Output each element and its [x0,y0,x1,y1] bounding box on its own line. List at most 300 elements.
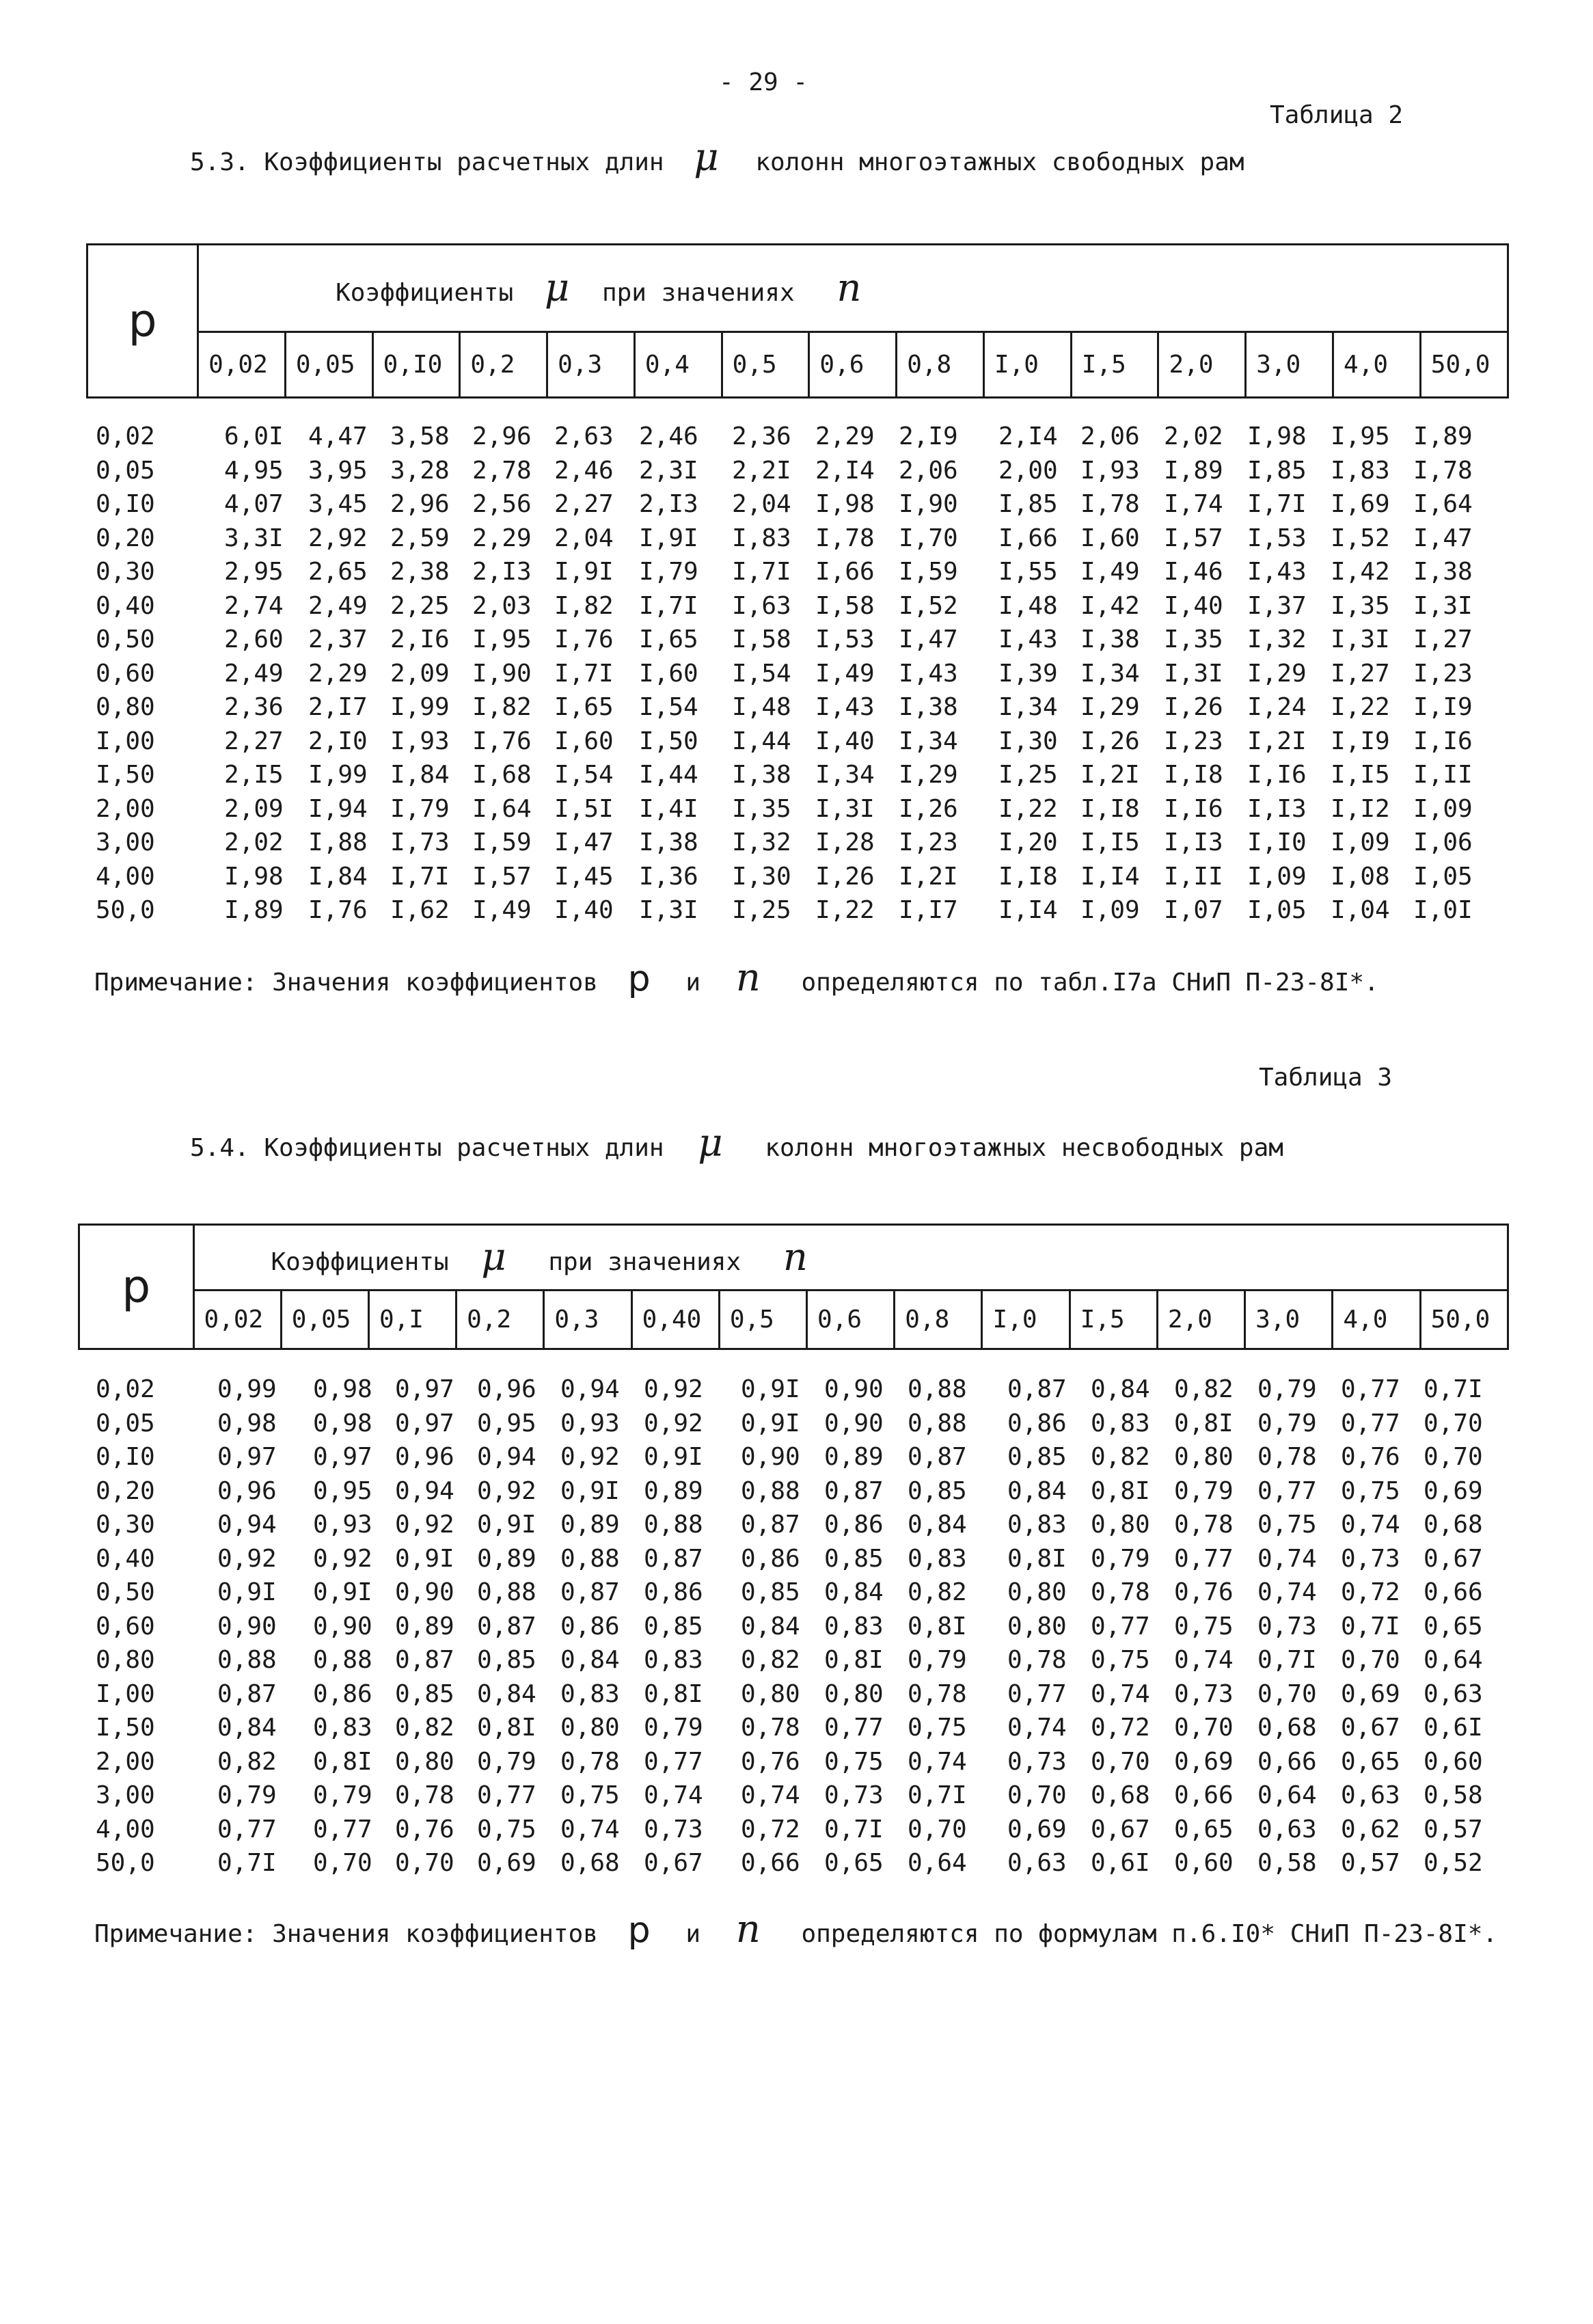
table-cell: 0,85 [824,1544,884,1573]
table-cell: 0,97 [313,1443,372,1472]
table-cell: I,58 [732,625,791,654]
table-cell: I,7I [390,862,450,891]
table-cell: 0,66 [1174,1781,1234,1810]
table-cell: 0,69 [1174,1747,1234,1776]
table-cell: 0,58 [1257,1849,1317,1878]
table-cell: I,83 [1331,456,1390,485]
table-cell: 0,7I [1341,1612,1400,1640]
table-cell: I,62 [390,896,450,925]
table-cell: 0,70 [1257,1679,1317,1708]
table-row [96,1576,1509,1610]
table-cell: I,32 [732,828,791,857]
table-row [96,1846,1509,1880]
table-cell: 0,92 [560,1443,620,1472]
table-cell: I,44 [732,727,791,755]
table-cell: 0,73 [1341,1544,1400,1573]
table-cell: 0,96 [217,1476,277,1505]
table-cell: I,43 [1247,558,1307,586]
title-prefix: 5.3. Коэффициенты расчетных длин [190,148,664,176]
n-value-header: 0,I [368,1291,456,1349]
table-cell: 0,79 [1257,1409,1317,1437]
table-cell: 0,70 [1424,1409,1483,1437]
table-cell: 0,65 [824,1849,884,1878]
table-cell: 0,90 [217,1612,277,1640]
table-cell: 0,68 [1257,1714,1317,1742]
table-cell: 0,70 [1091,1747,1150,1776]
table-cell: 0,70 [395,1849,454,1878]
table-cell: 2,65 [308,558,368,586]
table-cell: 2,46 [554,456,614,485]
table-cell: 0,66 [1424,1578,1483,1607]
table-cell: 0,88 [560,1544,620,1573]
table-cell: 2,25 [390,591,450,620]
table-row [96,522,1509,556]
table-cell: I,37 [1247,591,1307,620]
table-cell: I,34 [1080,659,1140,688]
table-cell: 0,79 [1174,1476,1234,1505]
n-value-header: I,0 [982,1291,1070,1349]
table-cell: 0,80 [1007,1612,1067,1640]
table-cell: I,66 [998,524,1058,552]
table-row [96,860,1509,894]
table-cell: 0,64 [908,1849,967,1878]
table-cell: I,23 [1413,659,1473,688]
table-cell: 0,73 [1174,1679,1234,1708]
table-cell: 0,79 [477,1747,536,1776]
table-cell: 0,6I [1424,1714,1483,1742]
row-p-value: 0,02 [96,422,155,451]
n-value-header: 0,I0 [372,332,460,398]
table-cell: 0,87 [1007,1375,1067,1404]
table-cell: I,43 [998,625,1058,654]
table-cell: 4,07 [224,490,284,519]
table-cell: 3,45 [308,490,368,519]
table-cell: 0,75 [908,1714,967,1742]
table-cell: 0,75 [1174,1612,1234,1640]
n-value-header: 0,5 [722,332,809,398]
row-p-value: 0,I0 [96,490,155,519]
table-cell: I,42 [1080,591,1140,620]
table-cell: 2,56 [472,490,532,519]
table-cell: 0,84 [477,1679,536,1708]
table-cell: 0,83 [1091,1409,1150,1437]
table-cell: I,3I [1413,591,1473,620]
table-cell: 0,85 [395,1679,454,1708]
table-cell: 0,82 [217,1747,277,1776]
table-cell: 0,77 [217,1815,277,1843]
table-cell: I,40 [815,727,875,755]
table-cell: 2,06 [899,456,958,485]
table-cell: I,83 [732,524,791,552]
table-cell: 0,79 [644,1714,703,1742]
table-cell: I,09 [1247,862,1307,891]
table-cell: 0,57 [1341,1849,1400,1878]
n-value-header: 3,0 [1245,1291,1333,1349]
table-row [96,1440,1509,1474]
row-p-value: I,50 [96,1714,155,1742]
table-cell: 0,65 [1424,1612,1483,1640]
table-cell: I,9I [639,524,698,552]
table-cell: 2,06 [1080,422,1140,451]
table-3-header [78,1224,1509,1350]
table-cell: I,5I [554,794,614,823]
note-n: n [735,1907,761,1951]
table-cell: 0,74 [741,1781,800,1810]
table-cell: 2,60 [224,625,284,654]
table-cell: 0,92 [395,1511,454,1539]
table-cell: 0,92 [313,1544,372,1573]
note-prefix: Примечание: Значения коэффициентов [94,969,598,997]
table-cell: 0,95 [313,1476,372,1505]
n-value-header: 0,02 [198,332,286,398]
table-cell: 0,85 [477,1646,536,1675]
table-cell: 0,94 [560,1375,620,1404]
table-cell: 0,9I [217,1578,277,1607]
table-cell: 0,73 [644,1815,703,1843]
table-cell: I,45 [554,862,614,891]
n-caption [198,245,1508,332]
table-cell: 0,8I [824,1646,884,1675]
table-cell: I,38 [1413,558,1473,586]
table-cell: 0,6I [1091,1849,1150,1878]
table-cell: I,90 [899,490,958,519]
table-cell: 2,96 [472,422,532,451]
n-value-header: 2,0 [1158,332,1246,398]
table-cell: 2,95 [224,558,284,586]
table-cell: 0,78 [1257,1443,1317,1472]
table-cell: 0,90 [741,1443,800,1472]
table-cell: 0,7I [824,1815,884,1843]
table-cell: 0,69 [1424,1476,1483,1505]
table-cell: I,59 [472,828,532,857]
table-cell: 0,89 [644,1476,703,1505]
table-cell: I,98 [1247,422,1307,451]
n-value-header: I,5 [1070,1291,1157,1349]
table-cell: 3,28 [390,456,450,485]
table-cell: 0,57 [1424,1815,1483,1843]
table-cell: 0,78 [560,1747,620,1776]
table-row [96,1407,1509,1441]
table-cell: 0,82 [395,1714,454,1742]
table-cell: 0,70 [313,1849,372,1878]
table-row [96,1813,1509,1847]
table-cell: I,05 [1413,862,1473,891]
table-cell: I,49 [815,659,875,688]
table-cell: I,I8 [998,862,1058,891]
table-row [96,657,1509,691]
table-cell: 2,02 [224,828,284,857]
table-cell: 0,74 [1257,1544,1317,1573]
note-suffix: определяются по формулам п.6.I0* СНиП П-23-8I*. [801,1920,1498,1948]
table-2-note [94,956,1379,1000]
table-cell: 0,86 [741,1544,800,1573]
table-cell: 2,02 [1164,422,1223,451]
title-prefix: 5.4. Коэффициенты расчетных длин [190,1134,664,1162]
table-cell: I,69 [1331,490,1390,519]
row-p-value: 0,I0 [96,1443,155,1472]
table-cell: I,I6 [1247,761,1307,789]
table-cell: 0,77 [1257,1476,1317,1505]
table-cell: I,06 [1413,828,1473,857]
table-cell: 0,84 [824,1578,884,1607]
table-cell: 0,90 [395,1578,454,1607]
table-cell: I,99 [390,693,450,722]
table-cell: I,70 [899,524,958,552]
n-value-header: I,5 [1071,332,1158,398]
table-cell: 0,7I [908,1781,967,1810]
table-cell: 0,84 [1091,1375,1150,1404]
table-cell: 0,80 [1174,1443,1234,1472]
table-row [96,826,1509,860]
table-cell: I,64 [1413,490,1473,519]
table-cell: I,58 [815,591,875,620]
table-cell: I,09 [1413,794,1473,823]
table-cell: 0,78 [1091,1578,1150,1607]
table-2-label: Таблица 2 [1270,101,1404,129]
table-cell: 0,9I [741,1375,800,1404]
table-cell: I,29 [1080,693,1140,722]
table-cell: 0,95 [477,1409,536,1437]
table-cell: 0,74 [1341,1511,1400,1539]
table-cell: I,89 [1164,456,1223,485]
table-cell: 0,64 [1257,1781,1317,1810]
table-cell: 0,86 [313,1679,372,1708]
row-p-value: 2,00 [96,794,155,823]
table-cell: I,93 [390,727,450,755]
table-cell: 0,67 [1341,1714,1400,1742]
table-cell: 0,77 [824,1714,884,1742]
table-cell: 4,95 [224,456,284,485]
table-cell: 0,63 [1007,1849,1067,1878]
table-cell: I,2I [1080,761,1140,789]
n-value-header: 0,40 [631,1291,719,1349]
table-cell: I,54 [554,761,614,789]
row-p-value: 3,00 [96,1781,155,1810]
row-p-value: 0,80 [96,1646,155,1675]
table-cell: 0,88 [313,1646,372,1675]
title-suffix: колонн многоэтажных несвободных рам [765,1134,1283,1162]
table-cell: I,95 [1331,422,1390,451]
note-and: и [685,969,700,997]
table-cell: I,I0 [1247,828,1307,857]
table-cell: 0,65 [1174,1815,1234,1843]
table-cell: 0,80 [395,1747,454,1776]
table-cell: I,I4 [998,896,1058,925]
table-cell: I,79 [639,558,698,586]
table-cell: 6,0I [224,422,284,451]
table-cell: 2,04 [554,524,614,552]
table-cell: 0,94 [217,1511,277,1539]
table-cell: I,38 [639,828,698,857]
table-cell: 2,29 [815,422,875,451]
table-cell: 2,I4 [815,456,875,485]
table-cell: 2,I0 [308,727,368,755]
row-p-value: 0,30 [96,1511,155,1539]
table-cell: 0,74 [1007,1714,1067,1742]
table-cell: 0,87 [217,1679,277,1708]
caption-mid: при значениях [601,279,795,307]
table-cell: I,94 [308,794,368,823]
table-cell: 2,I4 [998,422,1058,451]
row-p-value: 0,40 [96,591,155,620]
caption-prefix: Коэффициенты [336,279,514,307]
table-cell: 0,67 [644,1849,703,1878]
table-cell: 0,79 [1091,1544,1150,1573]
table-cell: I,07 [1164,896,1223,925]
table-3-title [190,1121,1283,1165]
table-cell: 0,88 [741,1476,800,1505]
table-cell: 3,58 [390,422,450,451]
table-cell: 0,73 [1257,1612,1317,1640]
table-cell: I,46 [1164,558,1223,586]
table-cell: 0,75 [1257,1511,1317,1539]
table-cell: 2,2I [732,456,791,485]
table-row [96,589,1509,623]
table-cell: I,53 [1247,524,1307,552]
table-cell: I,52 [899,591,958,620]
row-p-value: 2,00 [96,1747,155,1776]
table-cell: I,I5 [1080,828,1140,857]
table-cell: 0,80 [1091,1511,1150,1539]
table-cell: 0,87 [560,1578,620,1607]
table-cell: 0,70 [1424,1443,1483,1472]
n-value-header: 50,0 [1420,1291,1508,1349]
table-cell: I,48 [998,591,1058,620]
table-2-data [96,420,1509,928]
row-p-value: 0,05 [96,1409,155,1437]
table-cell: 0,82 [1091,1443,1150,1472]
table-cell: I,78 [1080,490,1140,519]
table-cell: I,05 [1247,896,1307,925]
table-cell: 0,76 [1341,1443,1400,1472]
table-cell: I,76 [472,727,532,755]
n-value-header: 4,0 [1333,1291,1420,1349]
table-cell: I,30 [998,727,1058,755]
table-row [96,420,1509,454]
table-cell: I,54 [639,693,698,722]
table-cell: 0,8I [644,1679,703,1708]
table-cell: I,I3 [1247,794,1307,823]
table-cell: I,40 [1164,591,1223,620]
table-cell: I,26 [899,794,958,823]
n-value-header: 0,3 [547,332,635,398]
table-cell: 0,85 [644,1612,703,1640]
table-cell: I,I6 [1164,794,1223,823]
table-3-label: Таблица 3 [1259,1064,1393,1092]
table-cell: I,0I [1413,896,1473,925]
n-value-header: I,0 [983,332,1071,398]
table-cell: I,7I [554,659,614,688]
table-cell: 0,8I [1007,1544,1067,1573]
table-cell: 0,92 [644,1375,703,1404]
row-p-value: 0,20 [96,1476,155,1505]
table-cell: 0,77 [1174,1544,1234,1573]
note-p: p [627,1910,651,1951]
table-cell: I,84 [390,761,450,789]
table-cell: 2,46 [639,422,698,451]
table-cell: 0,70 [1007,1781,1067,1810]
table-cell: 0,79 [313,1781,372,1810]
table-cell: 3,95 [308,456,368,485]
table-cell: I,23 [899,828,958,857]
table-cell: I,47 [1413,524,1473,552]
table-cell: 0,84 [908,1511,967,1539]
table-cell: 0,72 [1341,1578,1400,1607]
table-cell: I,09 [1331,828,1390,857]
table-cell: 0,83 [313,1714,372,1742]
table-cell: 0,8I [477,1714,536,1742]
page-number: - 29 - [719,68,808,96]
table-cell: 2,49 [224,659,284,688]
n-value-header: 0,2 [460,332,547,398]
table-cell: I,34 [899,727,958,755]
table-cell: I,85 [1247,456,1307,485]
table-cell: I,30 [732,862,791,891]
n-caption [193,1225,1508,1291]
row-p-value: 50,0 [96,1849,155,1878]
table-cell: I,55 [998,558,1058,586]
table-cell: 0,68 [1091,1781,1150,1810]
table-cell: 0,78 [395,1781,454,1810]
table-cell: I,65 [554,693,614,722]
p-column-header: p [79,1225,194,1349]
table-cell: I,43 [815,693,875,722]
table-cell: 2,09 [390,659,450,688]
table-row [96,1677,1509,1712]
table-cell: 0,98 [217,1409,277,1437]
n-value-header: 50,0 [1420,332,1508,398]
table-cell: 2,37 [308,625,368,654]
table-cell: I,76 [554,625,614,654]
table-cell: I,64 [472,794,532,823]
title-suffix: колонн многоэтажных свободных рам [755,148,1244,176]
table-cell: I,I5 [1331,761,1390,789]
table-cell: 2,36 [224,693,284,722]
table-cell: I,74 [1164,490,1223,519]
table-cell: I,93 [1080,456,1140,485]
n-value-header: 0,05 [285,332,372,398]
table-cell: 0,97 [217,1443,277,1472]
row-p-value: I,00 [96,1679,155,1708]
row-p-value: 0,30 [96,558,155,586]
table-cell: 0,7I [217,1849,277,1878]
table-cell: 0,70 [1174,1714,1234,1742]
n-value-header: 0,02 [193,1291,281,1349]
table-cell: I,24 [1247,693,1307,722]
table-cell: I,53 [815,625,875,654]
table-cell: 0,86 [644,1578,703,1607]
table-cell: I,7I [1247,490,1307,519]
table-cell: I,79 [390,794,450,823]
table-cell: 0,96 [477,1375,536,1404]
table-cell: 0,87 [477,1612,536,1640]
table-cell: 0,87 [741,1511,800,1539]
n-symbol: n [782,1235,808,1280]
table-cell: I,85 [998,490,1058,519]
table-cell: 0,68 [1424,1511,1483,1539]
table-cell: I,57 [472,862,532,891]
table-cell: I,II [1413,761,1473,789]
table-row [96,758,1509,792]
table-cell: 2,I3 [472,558,532,586]
table-row [96,1711,1509,1745]
table-cell: 2,92 [308,524,368,552]
row-p-value: 0,20 [96,524,155,552]
table-cell: 0,89 [560,1511,620,1539]
table-cell: 2,03 [472,591,532,620]
table-cell: 0,75 [560,1781,620,1810]
table-cell: 0,77 [477,1781,536,1810]
